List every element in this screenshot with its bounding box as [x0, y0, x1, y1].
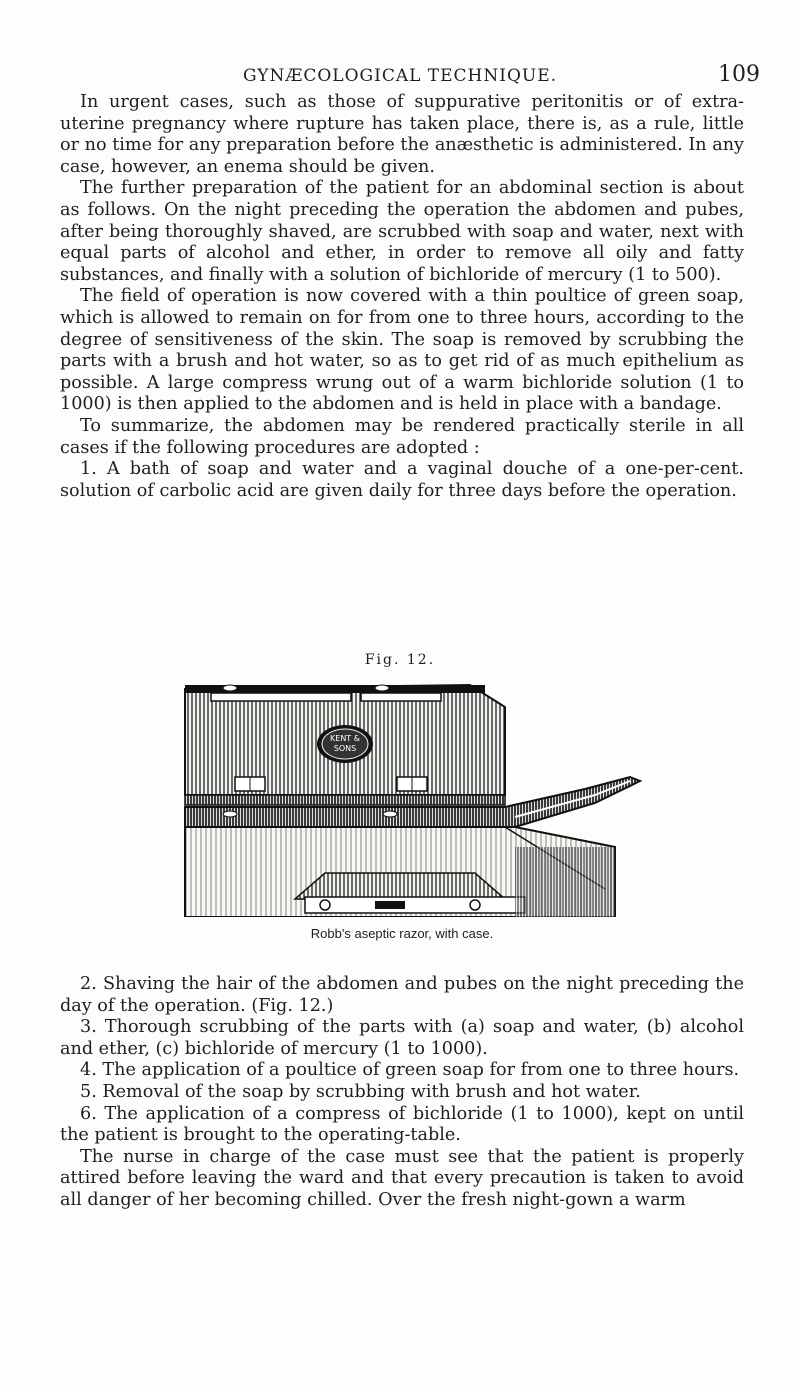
paragraph: In urgent cases, such as those of suppurative peritonitis or of extra-uterine pregnancy where rupture has taken place, there is, as a rule, little or no time for any preparation before the anæsthetic is administered. In any case, however, an enema should be given.: [60, 92, 744, 177]
running-title: GYNÆCOLOGICAL TECHNIQUE.: [242, 66, 558, 86]
paragraph: 4. The application of a poultice of green soap for from one to three hours.: [80, 1060, 740, 1081]
svg-text:SONS: SONS: [333, 744, 357, 753]
running-head: [40, 62, 760, 92]
paragraph: 5. Removal of the soap by scrubbing with brush and hot water.: [80, 1081, 641, 1102]
paragraph: 2. Shaving the hair of the abdomen and pubes on the night preceding the day of the operation. (Fig. 12.): [60, 974, 744, 1016]
svg-text:KENT &: KENT &: [330, 734, 360, 743]
paragraph: The nurse in charge of the case must see that the patient is properly attired before leaving the ward and that every precaution is taken to avoid all danger of her becoming chilled. Over the fresh night-gown a warm: [60, 1146, 744, 1210]
page-number: 109: [718, 62, 760, 87]
case-tray: [185, 827, 615, 917]
paragraph: To summarize, the abdomen may be rendered practically sterile in all cases if the following procedures are adopted :: [60, 415, 744, 458]
paragraph: 3. Thorough scrubbing of the parts with (a) soap and water, (b) alcohol and ether, (c) bichloride of mercury (1 to 1000).: [60, 1017, 744, 1059]
figure-12: [60, 652, 744, 952]
paragraph: The further preparation of the patient for an abdominal section is about as follows. On the night preceding the operation the abdomen and pubes, after being thoroughly shaved, are scrubbed with soap and water, next with equal parts of alcohol and ether, in order to remove all oily and fatty substances, and finally with a solution of bichloride of mercury (1 to 500).: [60, 178, 744, 285]
case-lid: [185, 685, 505, 795]
paragraph: 6. The application of a compress of bichloride (1 to 1000), kept on until the patient is brought to the operating-table.: [60, 1103, 744, 1146]
body-text-bottom: [60, 974, 744, 1212]
paragraph: 1. A bath of soap and water and a vaginal douche of a one-per-cent. solution of carbolic acid are given daily for three days before the operation.: [60, 459, 744, 501]
figure-label: Fig. 12.: [364, 652, 436, 668]
paragraph: The field of operation is now covered with a thin poultice of green soap, which is allowed to remain on for from one to three hours, according to the degree of sensitiveness of the skin. The soap is removed by scrubbing the parts with a brush and hot water, so as to get rid of as much epithelium as possible. A large compress wrung out of a warm bichloride solution (1 to 1000) is then applied to the abdomen and is held in place with a bandage.: [60, 286, 744, 415]
figure-caption: Robb's aseptic razor, with case.: [310, 926, 494, 941]
body-text-top: [60, 92, 744, 502]
razor-case-illustration: [175, 677, 645, 917]
